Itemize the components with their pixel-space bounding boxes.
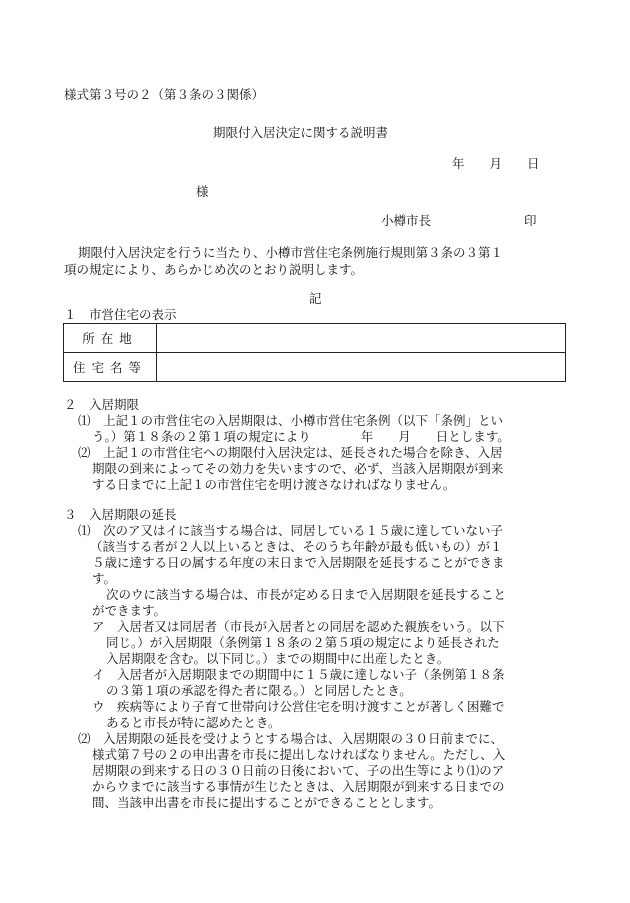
document-title: 期限付入居決定に関する説明書 (213, 125, 389, 140)
intro-line-1: 期限付入居決定を行うに当たり、小樽市営住宅条例施行規則第３条の３第１ (78, 245, 504, 260)
form-number: 様式第３号の２（第３条の３関係） (64, 87, 265, 102)
table-row (64, 353, 566, 382)
section3-heading: ３ 入居期限の延長 (64, 507, 177, 522)
section3-line: 次のウに該当する場合は、市長が定める日まで入居期限を延長すること (106, 587, 507, 602)
date-line: 年 月 日 (452, 156, 540, 171)
section3-line: ⑴ 次のア又はイに該当する場合は、同居している１５歳に達していない子 (78, 523, 504, 538)
seal-mark: 印 (524, 213, 537, 228)
section3-line: からウまでに該当する事情が生じたときは、入居期限が到来する日までの (92, 779, 505, 794)
section3-line: ウ 疾病等により子育て世帯向け公営住宅を明け渡すことが著しく困難で (92, 699, 505, 714)
section2-line: する日までに上記１の市営住宅を明け渡さなければなりません。 (92, 477, 456, 492)
section3-line: 様式第７号の２の申出書を市長に提出しなければなりません。ただし、入 (92, 747, 506, 762)
location-value (157, 324, 566, 353)
section3-line: ⑵ 入居期限の延長を受けようとする場合は、入居期限の３０日前までに、 (78, 731, 504, 746)
section3-line: 入居期限を含む。以下同じ。）までの期間中に出産したとき。 (106, 651, 450, 666)
section3-line: ができます。 (92, 603, 167, 618)
section3-line: あると市長が特に認めたとき。 (106, 715, 281, 730)
housing-name-label: 住宅名等 (64, 353, 157, 382)
section2-line: う。）第１８条の２第１項の規定により 年 月 日とします。 (92, 429, 510, 444)
addressee: 様 (196, 184, 209, 199)
section3-line: の３第１項の承認を得た者に限る。）と同居したとき。 (106, 683, 412, 698)
section3-line: す。 (92, 571, 117, 586)
section3-line: イ 入居者が入居期限までの期間中に１５歳に達しない子（条例第１８条 (92, 667, 505, 682)
section2-line: ⑵ 上記１の市営住宅への期限付入居決定は、延長された場合を除き、入居 (78, 445, 503, 460)
section3-line: 居期限の到来する日の３０日前の日後において、子の出生等により⑴のア (92, 763, 505, 778)
table-row (64, 324, 566, 353)
section3-line: 同じ。）が入居期限（条例第１８条の２第５項の規定により延長された (106, 635, 500, 650)
intro-line-2: 項の規定により、あらかじめ次のとおり説明します。 (64, 262, 364, 277)
section3-line: ５歳に達する日の属する年度の末日まで入居期限を延長することができま (92, 555, 505, 570)
housing-name-value (157, 353, 566, 382)
section2-line: ⑴ 上記１の市営住宅の入居期限は、小樽市営住宅条例（以下「条例」とい (78, 413, 504, 428)
section3-line: （該当する者が２人以上いるときは、そのうち年齢が最も低いもの）が１ (90, 539, 503, 554)
section3-line: 間、当該申出書を市長に提出することができることとします。 (92, 795, 442, 810)
section2-line: 期限の到来によってその効力を失いますので、必ず、当該入居期限が到来 (92, 461, 504, 476)
section3-line: ア 入居者又は同居者（市長が入居者との同居を認めた親族をいう。以下 (92, 619, 505, 634)
ki-heading: 記 (309, 291, 322, 306)
section2-heading: ２ 入居期限 (64, 397, 140, 412)
mayor-name: 小樽市長 (381, 213, 432, 228)
section1-heading: １ 市営住宅の表示 (64, 307, 177, 322)
location-label: 所在地 (64, 324, 157, 353)
housing-info-table (63, 323, 566, 382)
